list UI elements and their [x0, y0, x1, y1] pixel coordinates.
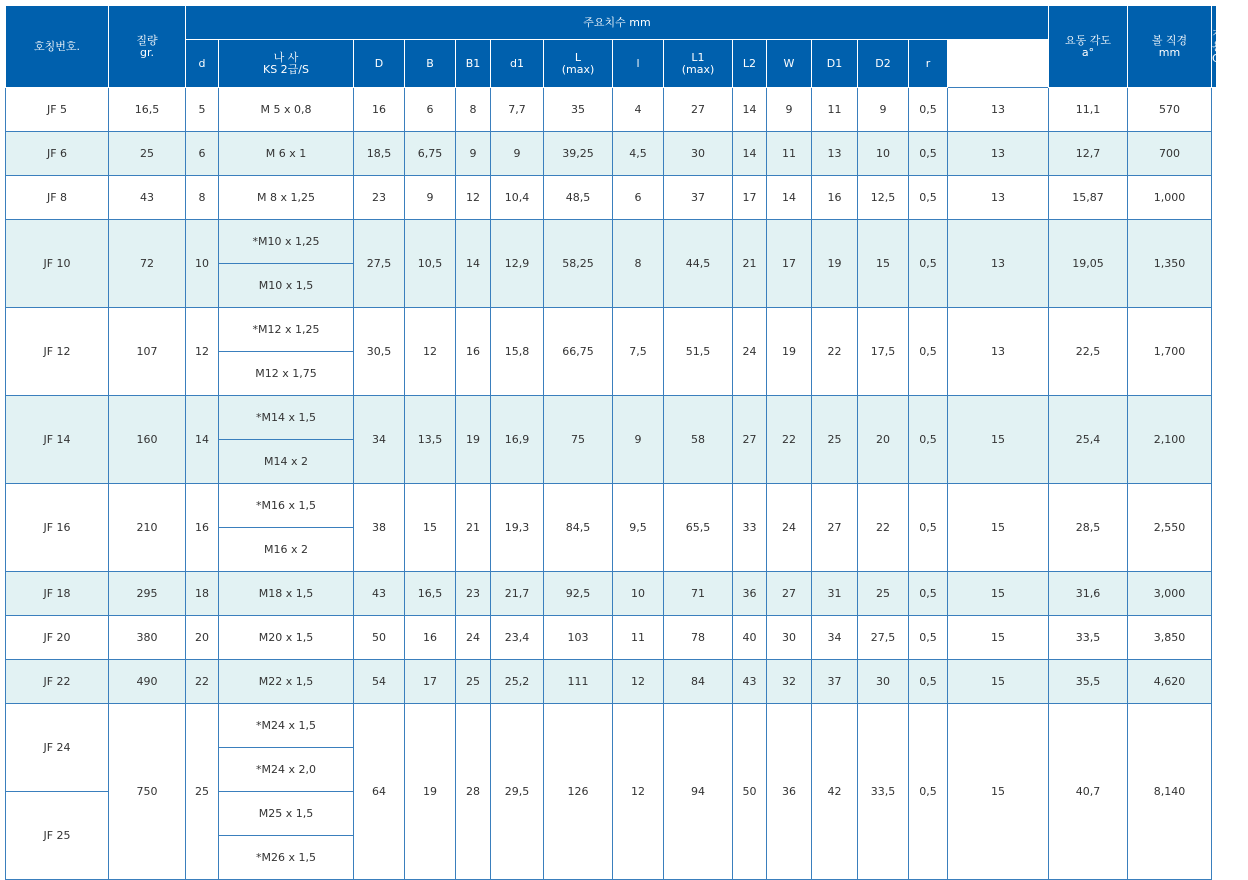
ball-cell: 15,87 — [1049, 176, 1128, 220]
header-main-dimensions: 주요치수 mm — [186, 6, 1049, 40]
r-cell: 0,5 — [909, 616, 948, 660]
d1-cell: 19,3 — [491, 484, 544, 572]
L1-cell: 84 — [664, 660, 733, 704]
L-cell: 103 — [544, 616, 613, 660]
code-cell: JF 20 — [6, 616, 109, 660]
thread-cell: M16 x 2 — [219, 528, 354, 572]
L2-cell: 40 — [733, 616, 767, 660]
L2-cell: 14 — [733, 132, 767, 176]
B1-cell: 21 — [456, 484, 491, 572]
d-cell: 5 — [186, 88, 219, 132]
W-cell: 17 — [767, 220, 812, 308]
weight-cell: 380 — [109, 616, 186, 660]
B-cell: 17 — [405, 660, 456, 704]
load-cell: 1,000 — [1128, 176, 1212, 220]
d-cell: 20 — [186, 616, 219, 660]
B1-cell: 14 — [456, 220, 491, 308]
weight-cell: 295 — [109, 572, 186, 616]
W-cell: 32 — [767, 660, 812, 704]
L2-cell: 43 — [733, 660, 767, 704]
load-cell: 1,700 — [1128, 308, 1212, 396]
header-D2: D2 — [858, 40, 909, 88]
L-cell: 39,25 — [544, 132, 613, 176]
load-cell: 3,850 — [1128, 616, 1212, 660]
W-cell: 24 — [767, 484, 812, 572]
D2-cell: 15 — [858, 220, 909, 308]
load-cell: 3,000 — [1128, 572, 1212, 616]
thread-cell: *M24 x 1,5 — [219, 704, 354, 748]
L1-cell: 37 — [664, 176, 733, 220]
header-L: L (max) — [544, 40, 613, 88]
header-B: B — [405, 40, 456, 88]
d-cell: 16 — [186, 484, 219, 572]
ball-cell: 35,5 — [1049, 660, 1128, 704]
d-cell: 22 — [186, 660, 219, 704]
L1-cell: 51,5 — [664, 308, 733, 396]
weight-cell: 25 — [109, 132, 186, 176]
l-cell: 12 — [613, 704, 664, 880]
header-r: r — [909, 40, 948, 88]
D-cell: 34 — [354, 396, 405, 484]
ball-cell: 25,4 — [1049, 396, 1128, 484]
header-static-load: 정부하 용량 Co/Kgf — [1212, 6, 1217, 88]
L2-cell: 33 — [733, 484, 767, 572]
D1-cell: 16 — [812, 176, 858, 220]
L1-cell: 44,5 — [664, 220, 733, 308]
L-cell: 35 — [544, 88, 613, 132]
D2-cell: 22 — [858, 484, 909, 572]
B1-cell: 9 — [456, 132, 491, 176]
l-cell: 9 — [613, 396, 664, 484]
thread-cell: M20 x 1,5 — [219, 616, 354, 660]
thread-cell: *M24 x 2,0 — [219, 748, 354, 792]
thread-cell: M22 x 1,5 — [219, 660, 354, 704]
ball-cell: 11,1 — [1049, 88, 1128, 132]
thread-cell: *M14 x 1,5 — [219, 396, 354, 440]
table-body — [6, 88, 1217, 880]
d-cell: 14 — [186, 396, 219, 484]
L-cell: 92,5 — [544, 572, 613, 616]
r-cell: 0,5 — [909, 396, 948, 484]
header-code: 호칭번호. — [6, 6, 109, 88]
L-cell: 84,5 — [544, 484, 613, 572]
d-cell: 10 — [186, 220, 219, 308]
d-cell: 12 — [186, 308, 219, 396]
d-cell: 6 — [186, 132, 219, 176]
d1-cell: 23,4 — [491, 616, 544, 660]
L2-cell: 27 — [733, 396, 767, 484]
L1-cell: 27 — [664, 88, 733, 132]
table-row — [6, 660, 1217, 704]
W-cell: 30 — [767, 616, 812, 660]
D1-cell: 19 — [812, 220, 858, 308]
table-row — [6, 132, 1217, 176]
W-cell: 11 — [767, 132, 812, 176]
ball-cell: 33,5 — [1049, 616, 1128, 660]
code-cell: JF 8 — [6, 176, 109, 220]
table-row — [6, 704, 1217, 748]
weight-cell: 107 — [109, 308, 186, 396]
code-cell: JF 25 — [6, 792, 109, 880]
d1-cell: 16,9 — [491, 396, 544, 484]
load-cell: 8,140 — [1128, 704, 1212, 880]
thread-cell: M14 x 2 — [219, 440, 354, 484]
r-cell: 0,5 — [909, 572, 948, 616]
l-cell: 12 — [613, 660, 664, 704]
W-cell: 9 — [767, 88, 812, 132]
d1-cell: 21,7 — [491, 572, 544, 616]
code-cell: JF 5 — [6, 88, 109, 132]
W-cell: 19 — [767, 308, 812, 396]
thread-cell: M 5 x 0,8 — [219, 88, 354, 132]
table-row — [6, 396, 1217, 440]
r-cell: 0,5 — [909, 220, 948, 308]
l-cell: 9,5 — [613, 484, 664, 572]
D1-cell: 34 — [812, 616, 858, 660]
r-cell: 0,5 — [909, 484, 948, 572]
ball-cell: 19,05 — [1049, 220, 1128, 308]
W-cell: 14 — [767, 176, 812, 220]
thread-cell: M 8 x 1,25 — [219, 176, 354, 220]
ball-cell: 12,7 — [1049, 132, 1128, 176]
l-cell: 7,5 — [613, 308, 664, 396]
header-W: W — [767, 40, 812, 88]
l-cell: 8 — [613, 220, 664, 308]
angle-cell: 15 — [948, 704, 1049, 880]
D1-cell: 25 — [812, 396, 858, 484]
D2-cell: 27,5 — [858, 616, 909, 660]
L1-cell: 58 — [664, 396, 733, 484]
D-cell: 50 — [354, 616, 405, 660]
D1-cell: 11 — [812, 88, 858, 132]
D-cell: 38 — [354, 484, 405, 572]
D-cell: 30,5 — [354, 308, 405, 396]
table-row — [6, 88, 1217, 132]
B-cell: 16 — [405, 616, 456, 660]
r-cell: 0,5 — [909, 88, 948, 132]
header-d1: d1 — [491, 40, 544, 88]
weight-cell: 750 — [109, 704, 186, 880]
D1-cell: 42 — [812, 704, 858, 880]
thread-cell: *M12 x 1,25 — [219, 308, 354, 352]
ball-cell: 22,5 — [1049, 308, 1128, 396]
L-cell: 58,25 — [544, 220, 613, 308]
D-cell: 23 — [354, 176, 405, 220]
L2-cell: 17 — [733, 176, 767, 220]
thread-cell: M 6 x 1 — [219, 132, 354, 176]
ball-cell: 28,5 — [1049, 484, 1128, 572]
table-row — [6, 484, 1217, 528]
code-cell: JF 16 — [6, 484, 109, 572]
load-cell: 700 — [1128, 132, 1212, 176]
B1-cell: 16 — [456, 308, 491, 396]
header-thread: 나 사 KS 2급/S — [219, 40, 354, 88]
B-cell: 12 — [405, 308, 456, 396]
B1-cell: 23 — [456, 572, 491, 616]
r-cell: 0,5 — [909, 660, 948, 704]
l-cell: 10 — [613, 572, 664, 616]
angle-cell: 13 — [948, 220, 1049, 308]
header-D1: D1 — [812, 40, 858, 88]
thread-cell: *M16 x 1,5 — [219, 484, 354, 528]
angle-cell: 13 — [948, 88, 1049, 132]
header-L1: L1 (max) — [664, 40, 733, 88]
L2-cell: 14 — [733, 88, 767, 132]
L2-cell: 21 — [733, 220, 767, 308]
d-cell: 8 — [186, 176, 219, 220]
table-row — [6, 176, 1217, 220]
weight-cell: 72 — [109, 220, 186, 308]
code-cell: JF 12 — [6, 308, 109, 396]
d-cell: 25 — [186, 704, 219, 880]
r-cell: 0,5 — [909, 176, 948, 220]
L1-cell: 78 — [664, 616, 733, 660]
load-cell: 1,350 — [1128, 220, 1212, 308]
B-cell: 6,75 — [405, 132, 456, 176]
table-row — [6, 572, 1217, 616]
weight-cell: 490 — [109, 660, 186, 704]
D-cell: 64 — [354, 704, 405, 880]
d1-cell: 15,8 — [491, 308, 544, 396]
code-cell: JF 14 — [6, 396, 109, 484]
code-cell: JF 6 — [6, 132, 109, 176]
d1-cell: 9 — [491, 132, 544, 176]
D2-cell: 20 — [858, 396, 909, 484]
header-l: l — [613, 40, 664, 88]
thread-cell: *M10 x 1,25 — [219, 220, 354, 264]
l-cell: 6 — [613, 176, 664, 220]
angle-cell: 13 — [948, 132, 1049, 176]
B-cell: 19 — [405, 704, 456, 880]
d-cell: 18 — [186, 572, 219, 616]
load-cell: 570 — [1128, 88, 1212, 132]
L1-cell: 94 — [664, 704, 733, 880]
code-cell: JF 18 — [6, 572, 109, 616]
B1-cell: 8 — [456, 88, 491, 132]
B-cell: 6 — [405, 88, 456, 132]
ball-cell: 40,7 — [1049, 704, 1128, 880]
r-cell: 0,5 — [909, 308, 948, 396]
d1-cell: 10,4 — [491, 176, 544, 220]
B-cell: 16,5 — [405, 572, 456, 616]
W-cell: 22 — [767, 396, 812, 484]
thread-cell: M18 x 1,5 — [219, 572, 354, 616]
B1-cell: 25 — [456, 660, 491, 704]
thread-cell: *M26 x 1,5 — [219, 836, 354, 880]
L-cell: 111 — [544, 660, 613, 704]
D1-cell: 31 — [812, 572, 858, 616]
header-angle: 요동 각도 a° — [1049, 6, 1128, 88]
code-cell: JF 24 — [6, 704, 109, 792]
angle-cell: 15 — [948, 396, 1049, 484]
weight-cell: 16,5 — [109, 88, 186, 132]
header-weight: 질량 gr. — [109, 6, 186, 88]
D2-cell: 33,5 — [858, 704, 909, 880]
weight-cell: 210 — [109, 484, 186, 572]
header-D: D — [354, 40, 405, 88]
L2-cell: 50 — [733, 704, 767, 880]
load-cell: 2,100 — [1128, 396, 1212, 484]
D1-cell: 13 — [812, 132, 858, 176]
D1-cell: 37 — [812, 660, 858, 704]
weight-cell: 160 — [109, 396, 186, 484]
thread-cell: M12 x 1,75 — [219, 352, 354, 396]
code-cell: JF 22 — [6, 660, 109, 704]
D1-cell: 22 — [812, 308, 858, 396]
L1-cell: 65,5 — [664, 484, 733, 572]
L-cell: 66,75 — [544, 308, 613, 396]
load-cell: 2,550 — [1128, 484, 1212, 572]
l-cell: 4,5 — [613, 132, 664, 176]
D2-cell: 10 — [858, 132, 909, 176]
B1-cell: 19 — [456, 396, 491, 484]
table-row — [6, 308, 1217, 352]
B1-cell: 28 — [456, 704, 491, 880]
B-cell: 13,5 — [405, 396, 456, 484]
L2-cell: 36 — [733, 572, 767, 616]
weight-cell: 43 — [109, 176, 186, 220]
angle-cell: 13 — [948, 308, 1049, 396]
l-cell: 11 — [613, 616, 664, 660]
D2-cell: 17,5 — [858, 308, 909, 396]
D2-cell: 12,5 — [858, 176, 909, 220]
table-row — [6, 616, 1217, 660]
rod-end-spec-table — [5, 5, 1248, 880]
L1-cell: 71 — [664, 572, 733, 616]
d1-cell: 25,2 — [491, 660, 544, 704]
d1-cell: 29,5 — [491, 704, 544, 880]
L-cell: 75 — [544, 396, 613, 484]
W-cell: 36 — [767, 704, 812, 880]
L-cell: 48,5 — [544, 176, 613, 220]
table-row — [6, 220, 1217, 264]
L-cell: 126 — [544, 704, 613, 880]
angle-cell: 13 — [948, 176, 1049, 220]
D-cell: 18,5 — [354, 132, 405, 176]
D-cell: 43 — [354, 572, 405, 616]
thread-cell: M10 x 1,5 — [219, 264, 354, 308]
B-cell: 10,5 — [405, 220, 456, 308]
B1-cell: 24 — [456, 616, 491, 660]
ball-cell: 31,6 — [1049, 572, 1128, 616]
header-ball-diameter: 볼 직경 mm — [1128, 6, 1212, 88]
d1-cell: 12,9 — [491, 220, 544, 308]
l-cell: 4 — [613, 88, 664, 132]
D-cell: 27,5 — [354, 220, 405, 308]
angle-cell: 15 — [948, 572, 1049, 616]
load-cell: 4,620 — [1128, 660, 1212, 704]
D2-cell: 9 — [858, 88, 909, 132]
d1-cell: 7,7 — [491, 88, 544, 132]
D1-cell: 27 — [812, 484, 858, 572]
code-cell: JF 10 — [6, 220, 109, 308]
D-cell: 16 — [354, 88, 405, 132]
D2-cell: 30 — [858, 660, 909, 704]
header-d: d — [186, 40, 219, 88]
r-cell: 0,5 — [909, 132, 948, 176]
thread-cell: M25 x 1,5 — [219, 792, 354, 836]
L1-cell: 30 — [664, 132, 733, 176]
D-cell: 54 — [354, 660, 405, 704]
angle-cell: 15 — [948, 660, 1049, 704]
angle-cell: 15 — [948, 616, 1049, 660]
W-cell: 27 — [767, 572, 812, 616]
B-cell: 15 — [405, 484, 456, 572]
B-cell: 9 — [405, 176, 456, 220]
B1-cell: 12 — [456, 176, 491, 220]
r-cell: 0,5 — [909, 704, 948, 880]
L2-cell: 24 — [733, 308, 767, 396]
angle-cell: 15 — [948, 484, 1049, 572]
D2-cell: 25 — [858, 572, 909, 616]
header-B1: B1 — [456, 40, 491, 88]
header-L2: L2 — [733, 40, 767, 88]
